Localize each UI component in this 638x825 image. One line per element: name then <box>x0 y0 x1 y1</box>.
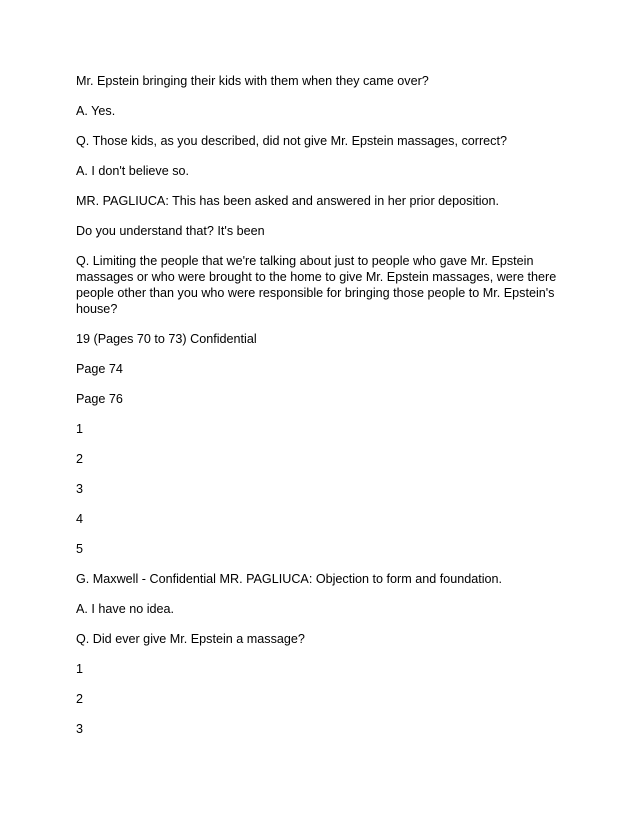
line-number: 1 <box>76 422 84 436</box>
line-number: 1 <box>76 662 84 676</box>
paragraph: A. Yes. <box>76 104 116 118</box>
paragraph: MR. PAGLIUCA: This has been asked and answered in her prior deposition. <box>76 194 500 208</box>
paragraph: A. I don't believe so. <box>76 164 190 178</box>
paragraph: Mr. Epstein bringing their kids with them when they came over? <box>76 74 429 88</box>
paragraph: G. Maxwell - Confidential MR. PAGLIUCA: Objection to form and foundation. <box>76 572 503 586</box>
line-number: 2 <box>76 452 84 466</box>
document-body <box>76 73 566 751</box>
line-number: 4 <box>76 512 84 526</box>
paragraph: Q. Those kids, as you described, did not give Mr. Epstein massages, correct? <box>76 134 507 148</box>
paragraph: Q. Did ever give Mr. Epstein a massage? <box>76 632 305 646</box>
paragraph: 19 (Pages 70 to 73) Confidential <box>76 332 257 346</box>
paragraph: Q. Limiting the people that we're talking about just to people who gave Mr. Epstein massages or who were brought to the home to give Mr. Epstein massages, were there people other than you who were responsible for bringing those people to Mr. Epstein's house? <box>76 254 557 316</box>
line-number: 5 <box>76 542 84 556</box>
paragraph: A. I have no idea. <box>76 602 175 616</box>
page-label: Page 74 <box>76 362 123 376</box>
line-number: 3 <box>76 722 84 736</box>
paragraph: Do you understand that? It's been <box>76 224 265 238</box>
line-number: 2 <box>76 692 84 706</box>
page-label: Page 76 <box>76 392 123 406</box>
line-number: 3 <box>76 482 84 496</box>
